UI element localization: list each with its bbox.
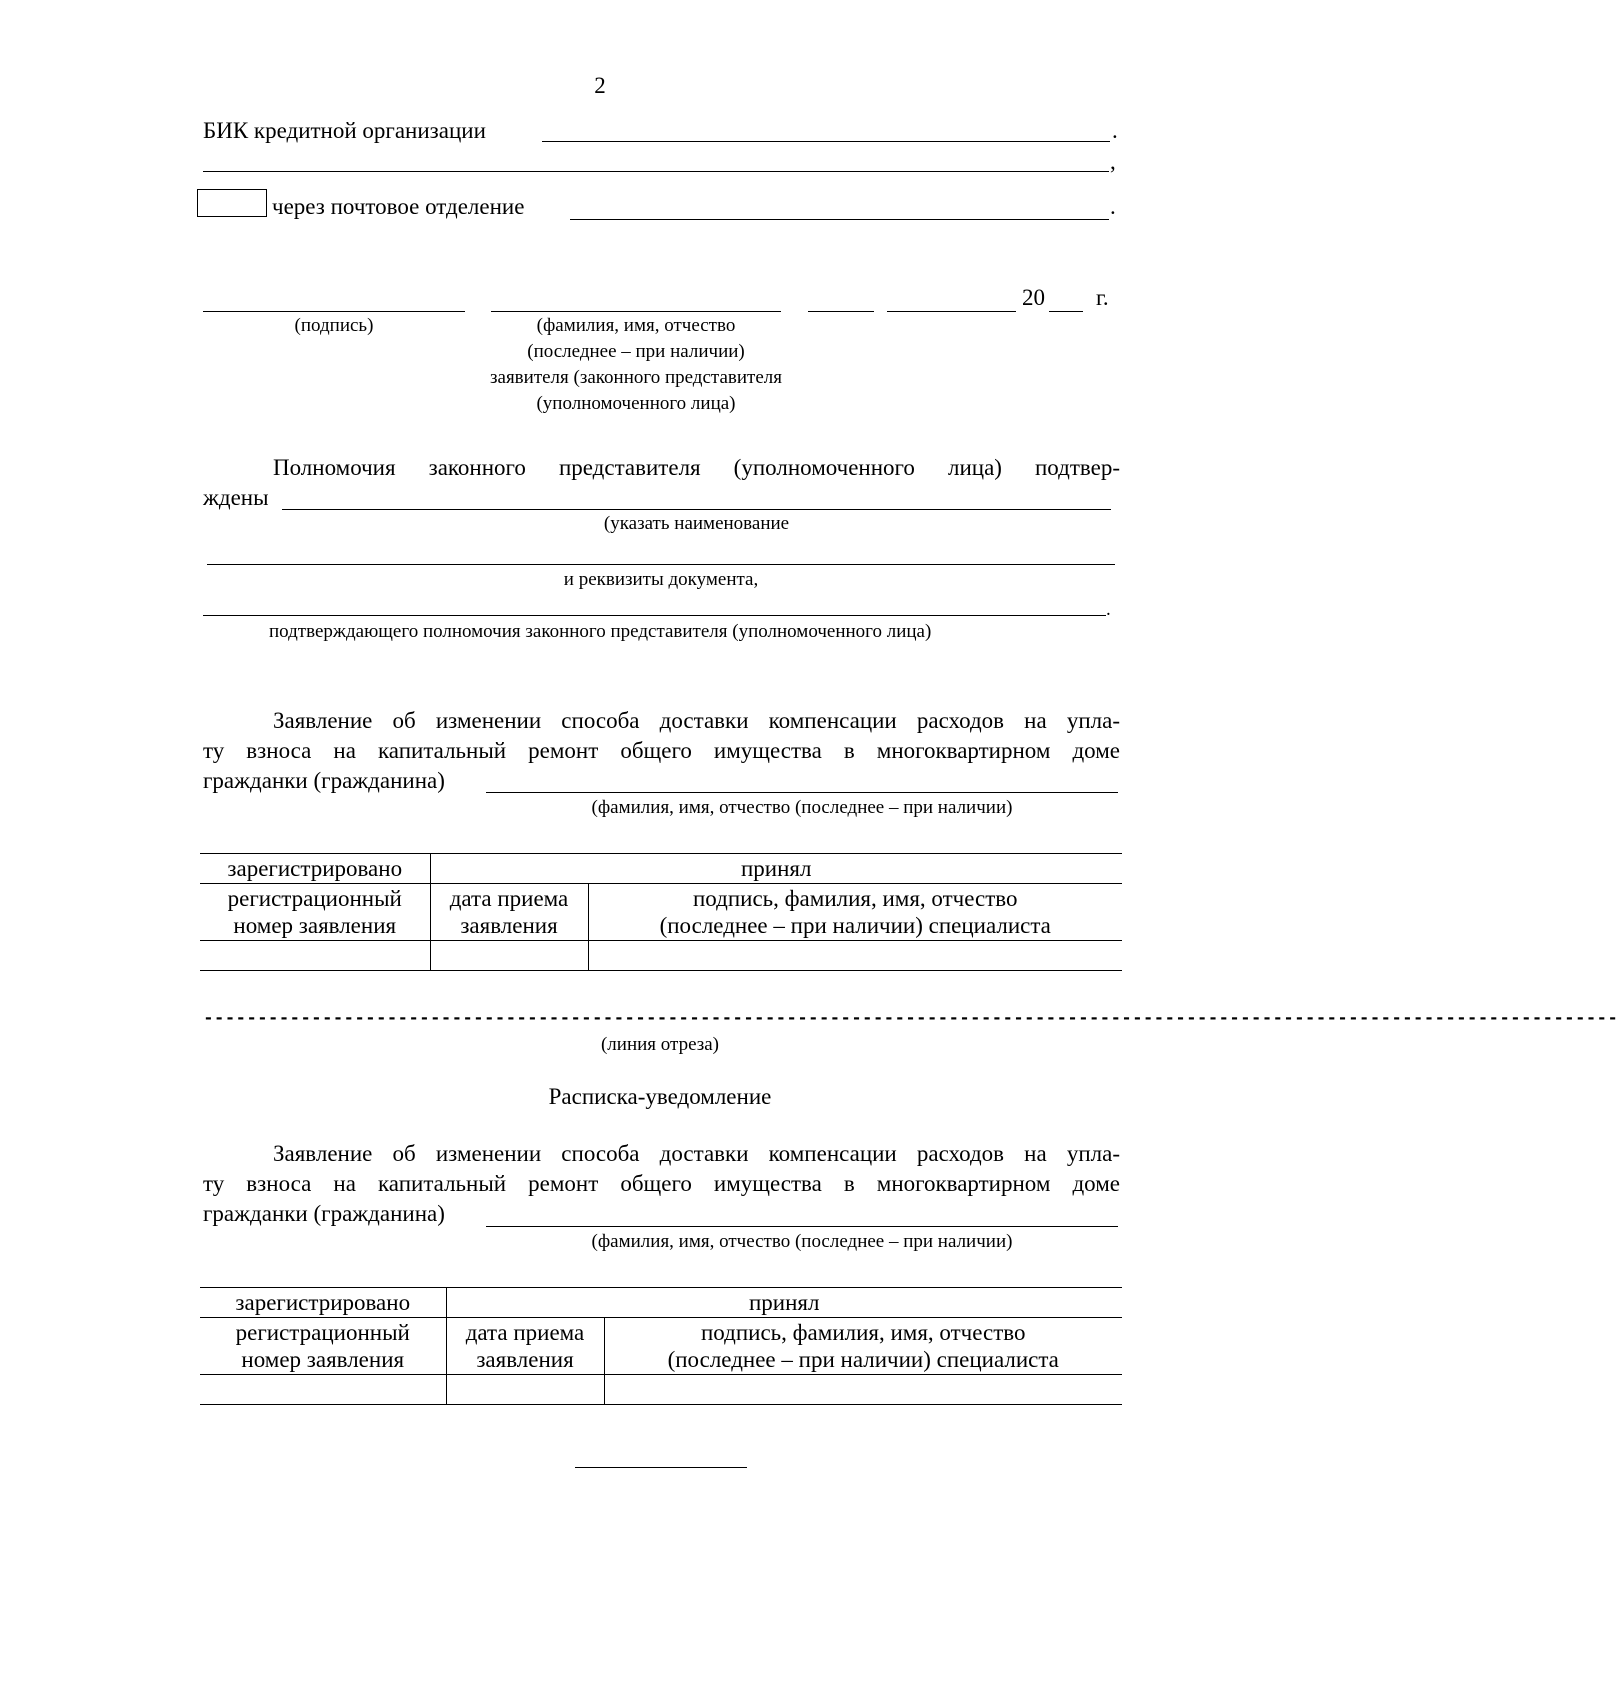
authority-dot: . <box>1106 599 1111 620</box>
receipt-specialist-l1: подпись, фамилия, имя, отчество <box>700 1320 1026 1345</box>
reg-number-header <box>200 884 430 941</box>
bik-label: БИК кредитной организации <box>203 118 486 143</box>
signature-field[interactable] <box>203 311 465 312</box>
registered-header: зарегистрировано <box>200 854 430 884</box>
receipt-registration-table <box>200 1287 1122 1405</box>
reg-number-l1: регистрационный <box>227 886 402 911</box>
date-l2: заявления <box>460 913 558 938</box>
receipt-specialist-header <box>604 1318 1122 1375</box>
specialist-header <box>588 884 1122 941</box>
receipt-specialist-cell[interactable] <box>604 1375 1122 1405</box>
receipt-reg-number-header <box>200 1318 446 1375</box>
authority-details-field[interactable] <box>207 564 1115 565</box>
post-office-label: через почтовое отделение <box>272 194 525 219</box>
page-number: 2 <box>594 73 606 98</box>
bank-comma: , <box>1110 149 1116 174</box>
accepted-header: принял <box>430 854 1122 884</box>
receipt-reg-number-l2: номер заявления <box>241 1347 405 1372</box>
citizen-name-caption: (фамилия, имя, отчество (последнее – при наличии) <box>591 797 1013 818</box>
statement-line1: Заявление об изменении способа доставки компенсации расходов на упла- <box>273 708 1120 733</box>
authority-document-field[interactable] <box>282 509 1111 510</box>
fio-caption-3: заявителя (законного представителя <box>490 367 782 388</box>
receipt-title: Расписка-уведомление <box>548 1084 772 1109</box>
authority-caption-1: (указать наименование <box>603 513 790 534</box>
date-cell[interactable] <box>430 941 588 971</box>
reg-number-cell[interactable] <box>200 941 430 971</box>
receipt-registered-header: зарегистрировано <box>200 1288 446 1318</box>
bik-dot: . <box>1112 118 1118 143</box>
bank-extra-field[interactable] <box>203 171 1109 172</box>
year-field[interactable] <box>1049 311 1083 312</box>
date-header <box>430 884 588 941</box>
fio-caption-4: (уполномоченного лица) <box>536 393 736 414</box>
signature-caption: (подпись) <box>294 315 374 336</box>
receipt-citizen-name-field[interactable] <box>486 1226 1118 1227</box>
specialist-l1: подпись, фамилия, имя, отчество <box>692 886 1018 911</box>
authority-confirm-field[interactable] <box>203 615 1106 616</box>
closing-rule <box>575 1467 747 1468</box>
citizen-name-field[interactable] <box>486 792 1118 793</box>
cut-line: ----------------------------------------------------------------------------------------------------------------------------------- <box>203 1009 1618 1029</box>
receipt-date-l1: дата приема <box>465 1320 585 1345</box>
receipt-accepted-header: принял <box>446 1288 1122 1318</box>
receipt-citizen-name-caption: (фамилия, имя, отчество (последнее – при наличии) <box>591 1231 1013 1252</box>
authority-text-line1: Полномочия законного представителя (уполномоченного лица) подтвер- <box>273 455 1120 480</box>
statement-line2: ту взноса на капитальный ремонт общего имущества в многоквартирном доме <box>203 738 1120 763</box>
receipt-reg-number-l1: регистрационный <box>235 1320 410 1345</box>
day-field[interactable] <box>808 311 874 312</box>
receipt-date-l2: заявления <box>476 1347 574 1372</box>
month-field[interactable] <box>887 311 1016 312</box>
cut-line-caption: (линия отреза) <box>600 1034 720 1055</box>
post-office-field[interactable] <box>570 219 1109 220</box>
fio-field[interactable] <box>491 311 781 312</box>
receipt-statement-line3: гражданки (гражданина) <box>203 1201 445 1226</box>
authority-caption-2: и реквизиты документа, <box>563 569 759 590</box>
fio-caption-1: (фамилия, имя, отчество <box>536 315 736 336</box>
year-prefix: 20 <box>1022 285 1045 310</box>
post-office-dot: . <box>1110 194 1116 219</box>
specialist-cell[interactable] <box>588 941 1122 971</box>
receipt-reg-number-cell[interactable] <box>200 1375 446 1405</box>
receipt-specialist-l2: (последнее – при наличии) специалиста <box>667 1347 1059 1372</box>
statement-line3: гражданки (гражданина) <box>203 768 445 793</box>
receipt-date-cell[interactable] <box>446 1375 604 1405</box>
authority-caption-3: подтверждающего полномочия законного представителя (уполномоченного лица) <box>269 621 932 642</box>
receipt-statement-line2: ту взноса на капитальный ремонт общего имущества в многоквартирном доме <box>203 1171 1120 1196</box>
receipt-statement-line1: Заявление об изменении способа доставки компенсации расходов на упла- <box>273 1141 1120 1166</box>
year-suffix: г. <box>1096 285 1109 310</box>
receipt-date-header <box>446 1318 604 1375</box>
bik-field[interactable] <box>542 141 1110 142</box>
authority-text-line2: ждены <box>203 485 269 510</box>
date-l1: дата приема <box>449 886 569 911</box>
post-office-checkbox[interactable] <box>197 189 267 217</box>
fio-caption-2: (последнее – при наличии) <box>527 341 745 362</box>
registration-table <box>200 853 1122 971</box>
specialist-l2: (последнее – при наличии) специалиста <box>659 913 1051 938</box>
reg-number-l2: номер заявления <box>233 913 397 938</box>
